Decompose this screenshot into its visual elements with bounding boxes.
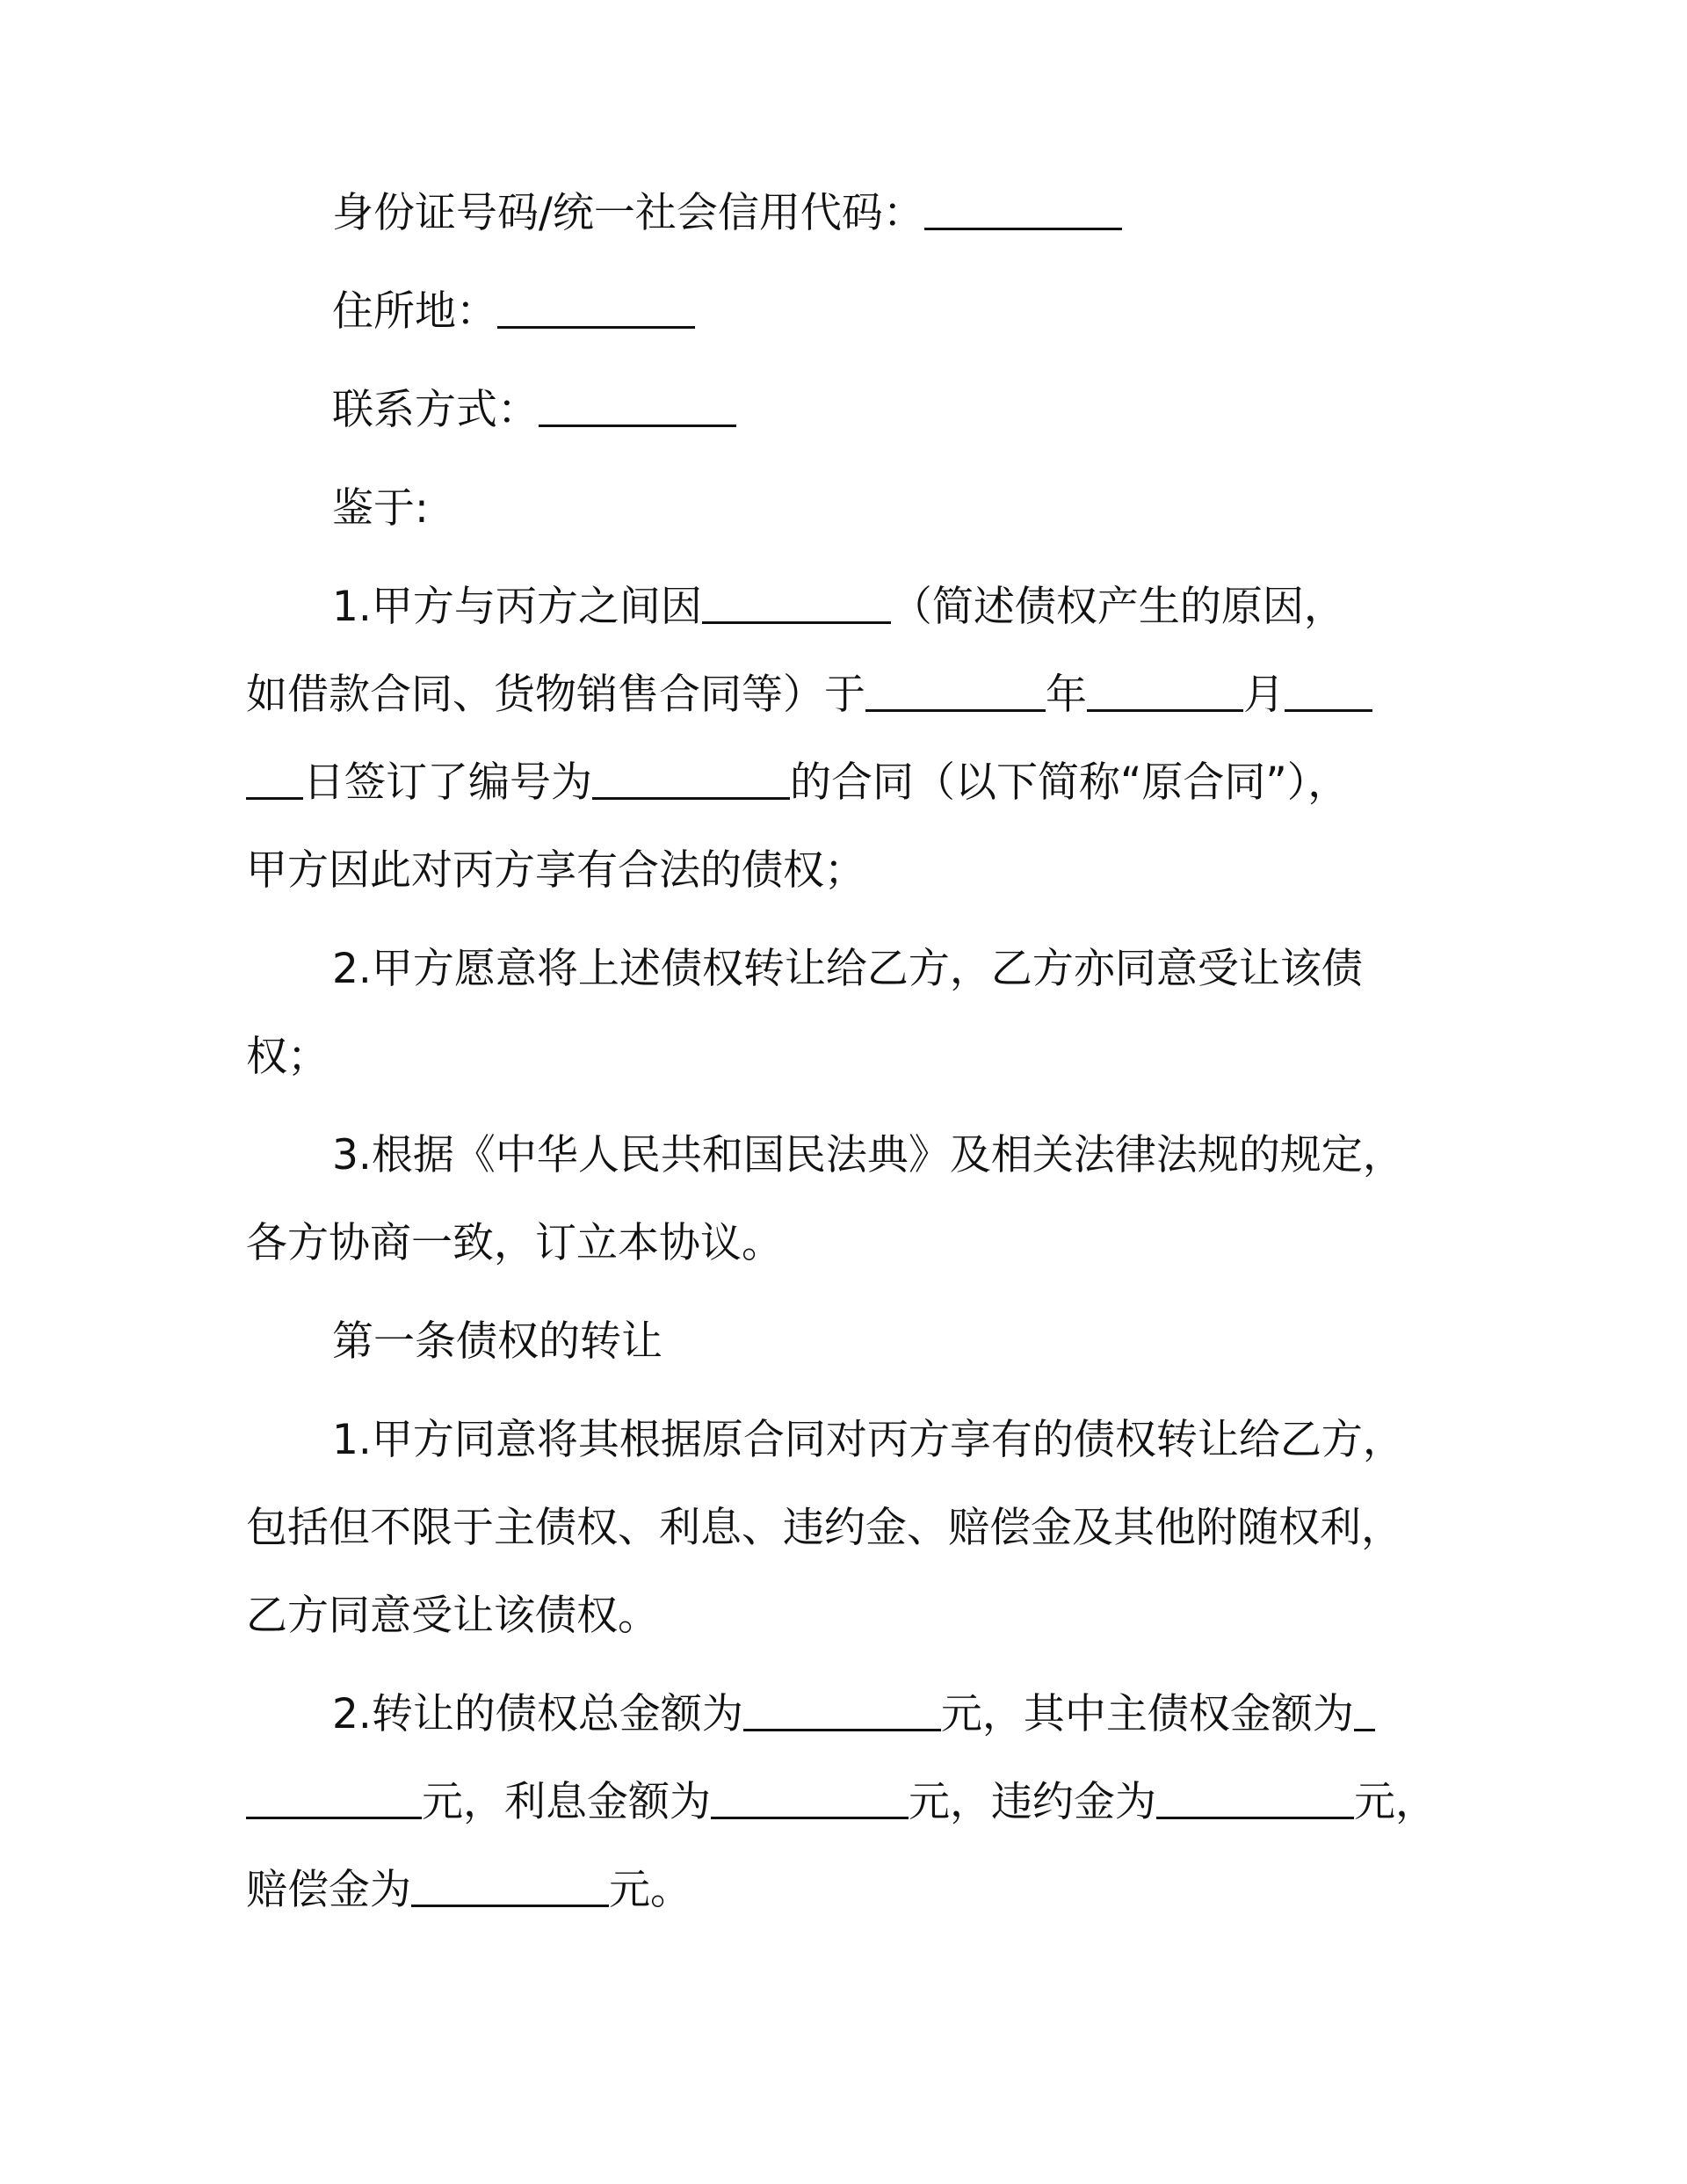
total-amount-blank[interactable] [743,1690,941,1731]
recital-3-line-1 [246,1128,1454,1183]
article-1-clause-1-line-2 [246,1501,1454,1556]
clause-2-text-b: 元，其中主债权金额为 [940,1690,1354,1738]
interest-amount-blank[interactable] [711,1778,909,1819]
article-1-clause-2-line-1 [246,1687,1454,1742]
clause-1-text-c: 乙方同意受让该债权。 [246,1592,659,1640]
recital-1-line-2 [246,668,1454,722]
recital-2-text-a: 2.甲方愿意将上述债权转让给乙方，乙方亦同意受让该债 [332,945,1363,993]
recital-1-text-a: 1.甲方与丙方之间因 [332,583,702,631]
article-1-clause-1-line-1 [246,1413,1454,1468]
month-blank[interactable] [1087,671,1243,712]
recital-1-line-1 [246,580,1454,635]
recital-1-text-d: 日签订了编号为 [303,758,592,807]
year-label: 年 [1046,671,1087,719]
recital-1-text-b: （简述债权产生的原因， [890,583,1345,631]
clause-1-text-a: 1.甲方同意将其根据原合同对丙方享有的债权转让给乙方， [332,1416,1404,1464]
article-1-clause-2-line-2 [246,1775,1454,1830]
principal-amount-blank-part-1[interactable] [1354,1690,1375,1731]
recital-1-text-e: 的合同（以下简称“原合同”）， [790,758,1350,807]
clause-2-text-f: 赔偿金为 [246,1866,411,1914]
principal-amount-blank-part-2[interactable] [246,1778,422,1819]
clause-2-text-g: 元。 [609,1866,691,1914]
article-1-clause-2-line-3 [246,1863,1454,1918]
penalty-amount-blank[interactable] [1156,1778,1354,1819]
address-line [246,285,1454,339]
whereas-text: 鉴于: [332,484,429,533]
id-number-label: 身份证号码/统一社会信用代码： [332,189,924,237]
recital-1-line-4 [246,844,1454,898]
contact-line [246,383,1454,438]
document-body [246,186,1454,1918]
recital-3-text-b: 各方协商一致，订立本协议。 [246,1219,783,1267]
recital-1-line-3 [246,756,1454,810]
article-1-clause-1-line-3 [246,1589,1454,1643]
recital-2-line-1 [246,942,1454,997]
article-1-title: 第一条债权的转让 [332,1317,662,1366]
clause-2-text-a: 2.转让的债权总金额为 [332,1690,743,1738]
id-number-blank[interactable] [924,189,1122,230]
month-label: 月 [1243,671,1285,719]
clause-1-text-b: 包括但不限于主债权、利息、违约金、赔偿金及其他附随权利， [246,1504,1402,1552]
clause-2-text-d: 元，违约金为 [909,1778,1156,1826]
debt-cause-blank[interactable] [702,583,891,624]
recital-1-text-c: 如借款合同、货物销售合同等）于 [246,671,865,719]
day-blank-part-1[interactable] [1285,671,1372,712]
recital-3-text-a: 3.根据《中华人民共和国民法典》及相关法律法规的规定， [332,1131,1404,1179]
id-number-line [246,186,1454,241]
address-blank[interactable] [497,287,695,329]
recital-2-text-b: 权； [246,1033,329,1081]
year-blank[interactable] [865,671,1046,712]
recital-2-line-2 [246,1030,1454,1085]
clause-2-text-e: 元， [1354,1778,1437,1826]
compensation-amount-blank[interactable] [411,1866,609,1907]
recital-3-line-2 [246,1216,1454,1271]
contact-blank[interactable] [539,386,736,427]
address-label: 住所地： [332,287,497,336]
whereas-heading [246,482,1454,536]
day-blank-part-2[interactable] [246,758,303,800]
article-1-heading [246,1315,1454,1369]
contact-label: 联系方式： [332,386,539,434]
recital-1-text-f: 甲方因此对丙方享有合法的债权； [246,846,865,895]
clause-2-text-c: 元，利息金额为 [422,1778,711,1826]
contract-number-blank[interactable] [592,758,790,800]
